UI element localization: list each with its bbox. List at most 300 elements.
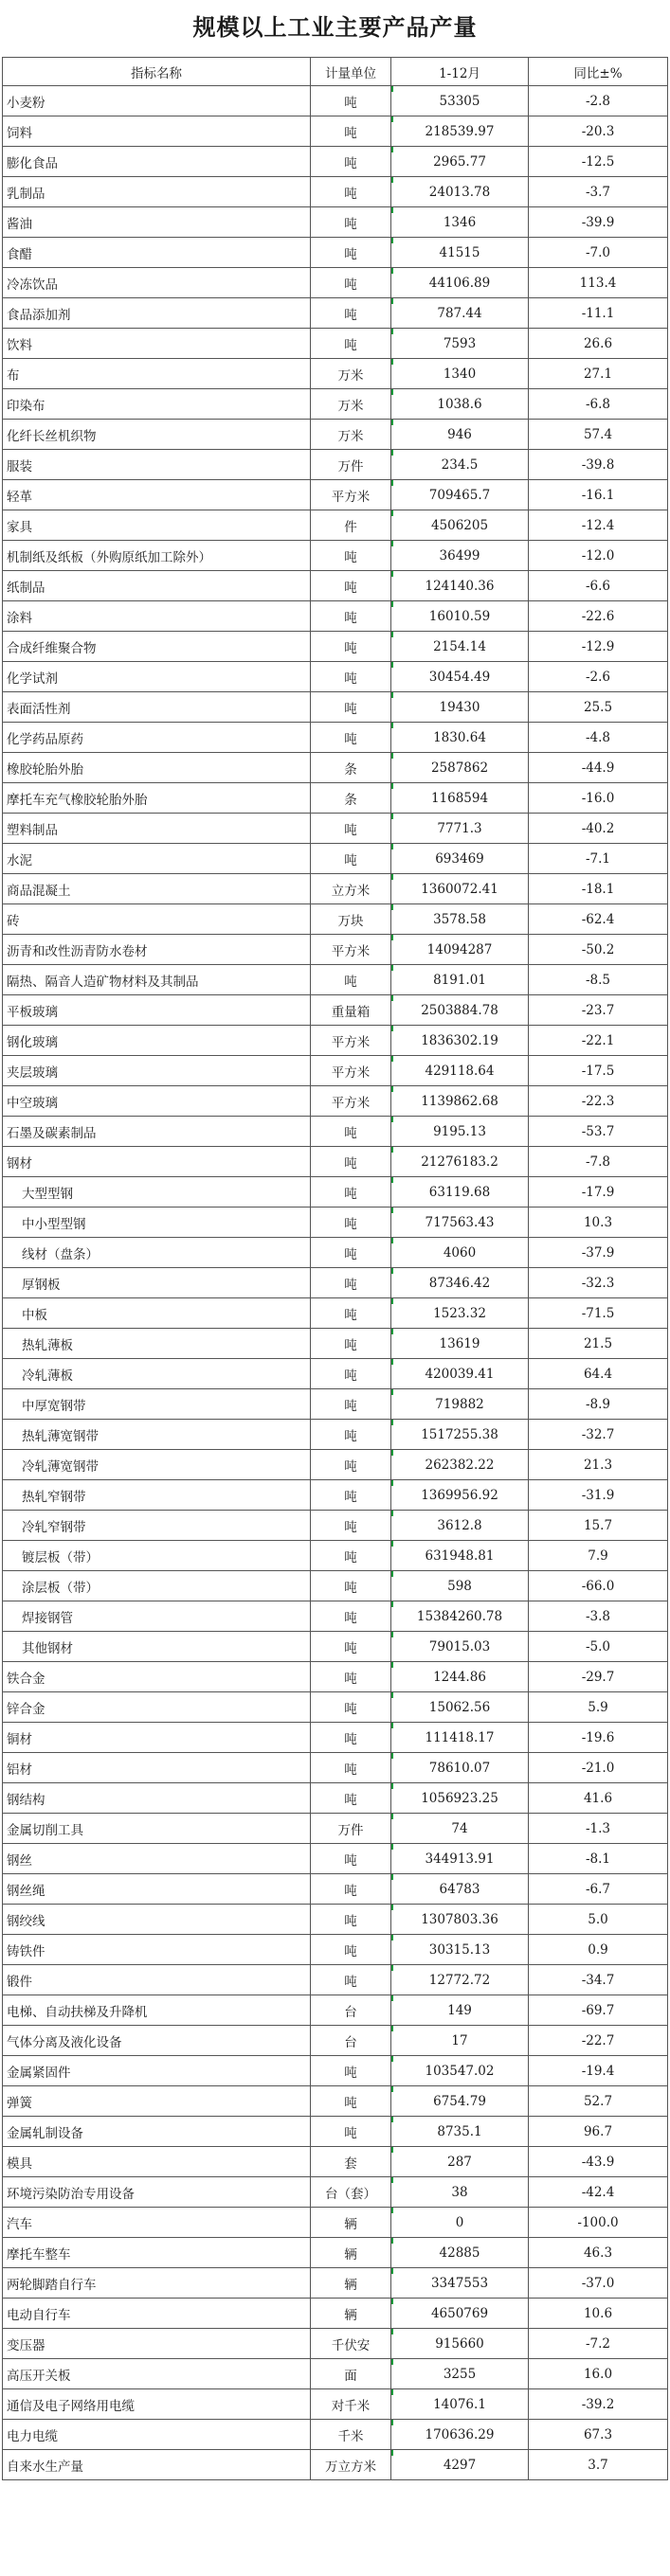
value-cell: 1369956.92 bbox=[391, 1480, 529, 1511]
value-cell: 74 bbox=[391, 1814, 529, 1844]
yoy-cell: -7.2 bbox=[529, 2329, 668, 2359]
yoy-cell: -43.9 bbox=[529, 2147, 668, 2177]
value-cell: 170636.29 bbox=[391, 2420, 529, 2450]
yoy-cell: -66.0 bbox=[529, 1571, 668, 1601]
value-cell: 3347553 bbox=[391, 2268, 529, 2299]
indicator-name-cell: 纸制品 bbox=[3, 571, 311, 601]
yoy-cell: -5.0 bbox=[529, 1632, 668, 1662]
yoy-cell: -42.4 bbox=[529, 2177, 668, 2208]
unit-cell: 吨 bbox=[311, 2117, 391, 2147]
value-cell: 15384260.78 bbox=[391, 1601, 529, 1632]
value-cell: 2965.77 bbox=[391, 147, 529, 177]
yoy-cell: 15.7 bbox=[529, 1511, 668, 1541]
value-cell: 420039.41 bbox=[391, 1359, 529, 1389]
unit-cell: 吨 bbox=[311, 1450, 391, 1480]
unit-cell: 吨 bbox=[311, 1147, 391, 1177]
unit-cell: 吨 bbox=[311, 1935, 391, 1965]
yoy-cell: 41.6 bbox=[529, 1783, 668, 1814]
indicator-name-cell: 金属切削工具 bbox=[3, 1814, 311, 1844]
unit-cell: 吨 bbox=[311, 207, 391, 238]
table-row bbox=[3, 904, 668, 935]
unit-cell: 平方米 bbox=[311, 1056, 391, 1086]
table-row bbox=[3, 2208, 668, 2238]
value-cell: 1346 bbox=[391, 207, 529, 238]
table-row bbox=[3, 2177, 668, 2208]
indicator-name-cell: 夹层玻璃 bbox=[3, 1056, 311, 1086]
indicator-name-cell: 钢绞线 bbox=[3, 1905, 311, 1935]
value-cell: 4650769 bbox=[391, 2299, 529, 2329]
table-row bbox=[3, 692, 668, 723]
value-cell: 287 bbox=[391, 2147, 529, 2177]
indicator-name-cell: 中厚宽钢带 bbox=[3, 1389, 311, 1420]
table-row bbox=[3, 601, 668, 632]
value-cell: 1523.32 bbox=[391, 1298, 529, 1329]
table-row bbox=[3, 2238, 668, 2268]
value-cell: 6754.79 bbox=[391, 2086, 529, 2117]
value-cell: 1307803.36 bbox=[391, 1905, 529, 1935]
indicator-name-cell: 摩托车充气橡胶轮胎外胎 bbox=[3, 783, 311, 814]
table-row bbox=[3, 1389, 668, 1420]
indicator-name-cell: 冷冻饮品 bbox=[3, 268, 311, 298]
indicator-name-cell: 高压开关板 bbox=[3, 2359, 311, 2389]
unit-cell: 平方米 bbox=[311, 1026, 391, 1056]
indicator-name-cell: 表面活性剂 bbox=[3, 692, 311, 723]
indicator-name-cell: 机制纸及纸板（外购原纸加工除外） bbox=[3, 541, 311, 571]
value-cell: 3578.58 bbox=[391, 904, 529, 935]
unit-cell: 吨 bbox=[311, 1753, 391, 1783]
unit-cell: 吨 bbox=[311, 1662, 391, 1692]
unit-cell: 吨 bbox=[311, 1601, 391, 1632]
unit-cell: 吨 bbox=[311, 1359, 391, 1389]
indicator-name-cell: 化学药品原药 bbox=[3, 723, 311, 753]
header-period: 1-12月 bbox=[391, 58, 529, 86]
unit-cell: 吨 bbox=[311, 177, 391, 207]
yoy-cell: 26.6 bbox=[529, 329, 668, 359]
yoy-cell: -29.7 bbox=[529, 1662, 668, 1692]
value-cell: 44106.89 bbox=[391, 268, 529, 298]
unit-cell: 吨 bbox=[311, 1723, 391, 1753]
table-row bbox=[3, 1026, 668, 1056]
unit-cell: 辆 bbox=[311, 2268, 391, 2299]
indicator-name-cell: 热轧窄钢带 bbox=[3, 1480, 311, 1511]
indicator-name-cell: 商品混凝土 bbox=[3, 874, 311, 904]
yoy-cell: 5.0 bbox=[529, 1905, 668, 1935]
indicator-name-cell: 铝材 bbox=[3, 1753, 311, 1783]
table-row bbox=[3, 814, 668, 844]
indicator-name-cell: 隔热、隔音人造矿物材料及其制品 bbox=[3, 965, 311, 995]
table-row bbox=[3, 1177, 668, 1208]
value-cell: 787.44 bbox=[391, 298, 529, 329]
unit-cell: 吨 bbox=[311, 1844, 391, 1874]
table-row bbox=[3, 147, 668, 177]
indicator-name-cell: 环境污染防治专用设备 bbox=[3, 2177, 311, 2208]
table-row bbox=[3, 844, 668, 874]
yoy-cell: -12.9 bbox=[529, 632, 668, 662]
value-cell: 2587862 bbox=[391, 753, 529, 783]
value-cell: 946 bbox=[391, 420, 529, 450]
value-cell: 30454.49 bbox=[391, 662, 529, 692]
table-row bbox=[3, 480, 668, 510]
table-row bbox=[3, 177, 668, 207]
unit-cell: 万米 bbox=[311, 420, 391, 450]
yoy-cell: -3.7 bbox=[529, 177, 668, 207]
indicator-name-cell: 涂层板（带） bbox=[3, 1571, 311, 1601]
unit-cell: 套 bbox=[311, 2147, 391, 2177]
indicator-name-cell: 小麦粉 bbox=[3, 86, 311, 116]
unit-cell: 吨 bbox=[311, 1298, 391, 1329]
unit-cell: 吨 bbox=[311, 723, 391, 753]
table-row bbox=[3, 86, 668, 116]
value-cell: 719882 bbox=[391, 1389, 529, 1420]
indicator-name-cell: 塑料制品 bbox=[3, 814, 311, 844]
table-row bbox=[3, 1238, 668, 1268]
indicator-name-cell: 膨化食品 bbox=[3, 147, 311, 177]
yoy-cell: -8.5 bbox=[529, 965, 668, 995]
table-row bbox=[3, 1601, 668, 1632]
indicator-name-cell: 冷轧薄板 bbox=[3, 1359, 311, 1389]
yoy-cell: -62.4 bbox=[529, 904, 668, 935]
value-cell: 42885 bbox=[391, 2238, 529, 2268]
value-cell: 78610.07 bbox=[391, 1753, 529, 1783]
yoy-cell: -2.8 bbox=[529, 86, 668, 116]
unit-cell: 吨 bbox=[311, 2056, 391, 2086]
value-cell: 111418.17 bbox=[391, 1723, 529, 1753]
unit-cell: 吨 bbox=[311, 965, 391, 995]
table-row bbox=[3, 2359, 668, 2389]
value-cell: 14076.1 bbox=[391, 2389, 529, 2420]
value-cell: 2503884.78 bbox=[391, 995, 529, 1026]
unit-cell: 吨 bbox=[311, 1420, 391, 1450]
page-title: 规模以上工业主要产品产量 bbox=[192, 13, 478, 41]
indicator-name-cell: 合成纤维聚合物 bbox=[3, 632, 311, 662]
yoy-cell: -32.7 bbox=[529, 1420, 668, 1450]
unit-cell: 吨 bbox=[311, 329, 391, 359]
indicator-name-cell: 饲料 bbox=[3, 116, 311, 147]
yoy-cell: 7.9 bbox=[529, 1541, 668, 1571]
unit-cell: 平方米 bbox=[311, 1086, 391, 1117]
unit-cell: 台 bbox=[311, 2026, 391, 2056]
unit-cell: 吨 bbox=[311, 238, 391, 268]
value-cell: 1830.64 bbox=[391, 723, 529, 753]
yoy-cell: -34.7 bbox=[529, 1965, 668, 1995]
value-cell: 0 bbox=[391, 2208, 529, 2238]
table-row bbox=[3, 1571, 668, 1601]
table-row bbox=[3, 1783, 668, 1814]
unit-cell: 万米 bbox=[311, 359, 391, 389]
table-row bbox=[3, 1420, 668, 1450]
unit-cell: 万米 bbox=[311, 389, 391, 420]
yoy-cell: -50.2 bbox=[529, 935, 668, 965]
table-row bbox=[3, 753, 668, 783]
unit-cell: 吨 bbox=[311, 1117, 391, 1147]
table-row bbox=[3, 359, 668, 389]
value-cell: 9195.13 bbox=[391, 1117, 529, 1147]
yoy-cell: -44.9 bbox=[529, 753, 668, 783]
yoy-cell: 52.7 bbox=[529, 2086, 668, 2117]
yoy-cell: 10.6 bbox=[529, 2299, 668, 2329]
value-cell: 1139862.68 bbox=[391, 1086, 529, 1117]
yoy-cell: -3.8 bbox=[529, 1601, 668, 1632]
unit-cell: 万件 bbox=[311, 450, 391, 480]
value-cell: 717563.43 bbox=[391, 1208, 529, 1238]
yoy-cell: -2.6 bbox=[529, 662, 668, 692]
yoy-cell: 64.4 bbox=[529, 1359, 668, 1389]
value-cell: 1360072.41 bbox=[391, 874, 529, 904]
yoy-cell: 67.3 bbox=[529, 2420, 668, 2450]
indicator-name-cell: 钢结构 bbox=[3, 1783, 311, 1814]
unit-cell: 吨 bbox=[311, 1208, 391, 1238]
yoy-cell: -7.1 bbox=[529, 844, 668, 874]
value-cell: 693469 bbox=[391, 844, 529, 874]
yoy-cell: -17.5 bbox=[529, 1056, 668, 1086]
yoy-cell: -23.7 bbox=[529, 995, 668, 1026]
table-row bbox=[3, 2420, 668, 2450]
yoy-cell: -6.8 bbox=[529, 389, 668, 420]
table-row bbox=[3, 1753, 668, 1783]
value-cell: 3255 bbox=[391, 2359, 529, 2389]
indicator-name-cell: 钢化玻璃 bbox=[3, 1026, 311, 1056]
indicator-name-cell: 汽车 bbox=[3, 2208, 311, 2238]
unit-cell: 吨 bbox=[311, 1571, 391, 1601]
yoy-cell: -22.7 bbox=[529, 2026, 668, 2056]
unit-cell: 件 bbox=[311, 510, 391, 541]
table-row bbox=[3, 783, 668, 814]
indicator-name-cell: 沥青和改性沥青防水卷材 bbox=[3, 935, 311, 965]
table-row bbox=[3, 1298, 668, 1329]
table-row bbox=[3, 1480, 668, 1511]
yoy-cell: -40.2 bbox=[529, 814, 668, 844]
indicator-name-cell: 金属轧制设备 bbox=[3, 2117, 311, 2147]
yoy-cell: -37.0 bbox=[529, 2268, 668, 2299]
yoy-cell: -7.8 bbox=[529, 1147, 668, 1177]
table-row bbox=[3, 2117, 668, 2147]
indicator-name-cell: 冷轧窄钢带 bbox=[3, 1511, 311, 1541]
value-cell: 1340 bbox=[391, 359, 529, 389]
table-row bbox=[3, 2389, 668, 2420]
indicator-name-cell: 锻件 bbox=[3, 1965, 311, 1995]
value-cell: 38 bbox=[391, 2177, 529, 2208]
unit-cell: 吨 bbox=[311, 2086, 391, 2117]
table-row bbox=[3, 2268, 668, 2299]
table-row bbox=[3, 1541, 668, 1571]
table-row bbox=[3, 1874, 668, 1905]
unit-cell: 对千米 bbox=[311, 2389, 391, 2420]
yoy-cell: -22.6 bbox=[529, 601, 668, 632]
yoy-cell: -32.3 bbox=[529, 1268, 668, 1298]
yoy-cell: -19.6 bbox=[529, 1723, 668, 1753]
unit-cell: 平方米 bbox=[311, 935, 391, 965]
indicator-name-cell: 焊接钢管 bbox=[3, 1601, 311, 1632]
table-row bbox=[3, 1844, 668, 1874]
value-cell: 103547.02 bbox=[391, 2056, 529, 2086]
unit-cell: 吨 bbox=[311, 601, 391, 632]
value-cell: 262382.22 bbox=[391, 1450, 529, 1480]
yoy-cell: -53.7 bbox=[529, 1117, 668, 1147]
yoy-cell: 16.0 bbox=[529, 2359, 668, 2389]
table-row bbox=[3, 571, 668, 601]
value-cell: 13619 bbox=[391, 1329, 529, 1359]
header-yoy: 同比±% bbox=[529, 58, 668, 86]
yoy-cell: -6.7 bbox=[529, 1874, 668, 1905]
yoy-cell: -31.9 bbox=[529, 1480, 668, 1511]
value-cell: 631948.81 bbox=[391, 1541, 529, 1571]
indicator-name-cell: 中小型型钢 bbox=[3, 1208, 311, 1238]
indicator-name-cell: 变压器 bbox=[3, 2329, 311, 2359]
table-row bbox=[3, 1692, 668, 1723]
table-row bbox=[3, 995, 668, 1026]
indicator-name-cell: 水泥 bbox=[3, 844, 311, 874]
value-cell: 709465.7 bbox=[391, 480, 529, 510]
indicator-name-cell: 酱油 bbox=[3, 207, 311, 238]
table-row bbox=[3, 1086, 668, 1117]
unit-cell: 吨 bbox=[311, 1965, 391, 1995]
yoy-cell: 5.9 bbox=[529, 1692, 668, 1723]
yoy-cell: -7.0 bbox=[529, 238, 668, 268]
unit-cell: 吨 bbox=[311, 1389, 391, 1420]
value-cell: 429118.64 bbox=[391, 1056, 529, 1086]
table-row bbox=[3, 1147, 668, 1177]
value-cell: 1244.86 bbox=[391, 1662, 529, 1692]
indicator-name-cell: 弹簧 bbox=[3, 2086, 311, 2117]
yoy-cell: -69.7 bbox=[529, 1995, 668, 2026]
table-row bbox=[3, 2086, 668, 2117]
unit-cell: 吨 bbox=[311, 1632, 391, 1662]
indicator-name-cell: 家具 bbox=[3, 510, 311, 541]
unit-cell: 平方米 bbox=[311, 480, 391, 510]
value-cell: 16010.59 bbox=[391, 601, 529, 632]
unit-cell: 吨 bbox=[311, 632, 391, 662]
value-cell: 598 bbox=[391, 1571, 529, 1601]
table-row bbox=[3, 662, 668, 692]
table-row bbox=[3, 298, 668, 329]
yoy-cell: 21.3 bbox=[529, 1450, 668, 1480]
table-row bbox=[3, 450, 668, 480]
value-cell: 30315.13 bbox=[391, 1935, 529, 1965]
unit-cell: 吨 bbox=[311, 1541, 391, 1571]
unit-cell: 辆 bbox=[311, 2238, 391, 2268]
indicator-name-cell: 中板 bbox=[3, 1298, 311, 1329]
indicator-name-cell: 大型型钢 bbox=[3, 1177, 311, 1208]
value-cell: 4060 bbox=[391, 1238, 529, 1268]
table-row bbox=[3, 2299, 668, 2329]
value-cell: 1168594 bbox=[391, 783, 529, 814]
table-row bbox=[3, 329, 668, 359]
header-indicator: 指标名称 bbox=[3, 58, 311, 86]
table-row bbox=[3, 874, 668, 904]
yoy-cell: -39.9 bbox=[529, 207, 668, 238]
indicator-name-cell: 钢丝 bbox=[3, 1844, 311, 1874]
unit-cell: 面 bbox=[311, 2359, 391, 2389]
unit-cell: 吨 bbox=[311, 1511, 391, 1541]
indicator-name-cell: 石墨及碳素制品 bbox=[3, 1117, 311, 1147]
table-row bbox=[3, 1511, 668, 1541]
indicator-name-cell: 冷轧薄宽钢带 bbox=[3, 1450, 311, 1480]
value-cell: 1836302.19 bbox=[391, 1026, 529, 1056]
yoy-cell: -22.1 bbox=[529, 1026, 668, 1056]
value-cell: 149 bbox=[391, 1995, 529, 2026]
unit-cell: 千米 bbox=[311, 2420, 391, 2450]
value-cell: 15062.56 bbox=[391, 1692, 529, 1723]
indicator-name-cell: 热轧薄宽钢带 bbox=[3, 1420, 311, 1450]
value-cell: 124140.36 bbox=[391, 571, 529, 601]
unit-cell: 吨 bbox=[311, 1480, 391, 1511]
value-cell: 64783 bbox=[391, 1874, 529, 1905]
yoy-cell: 57.4 bbox=[529, 420, 668, 450]
yoy-cell: -12.0 bbox=[529, 541, 668, 571]
indicator-name-cell: 食醋 bbox=[3, 238, 311, 268]
table-row bbox=[3, 2056, 668, 2086]
indicator-name-cell: 饮料 bbox=[3, 329, 311, 359]
value-cell: 87346.42 bbox=[391, 1268, 529, 1298]
yoy-cell: -100.0 bbox=[529, 2208, 668, 2238]
value-cell: 1517255.38 bbox=[391, 1420, 529, 1450]
yoy-cell: -8.9 bbox=[529, 1389, 668, 1420]
yoy-cell: 113.4 bbox=[529, 268, 668, 298]
value-cell: 8735.1 bbox=[391, 2117, 529, 2147]
unit-cell: 吨 bbox=[311, 814, 391, 844]
table-row bbox=[3, 1450, 668, 1480]
yoy-cell: -19.4 bbox=[529, 2056, 668, 2086]
indicator-name-cell: 橡胶轮胎外胎 bbox=[3, 753, 311, 783]
value-cell: 344913.91 bbox=[391, 1844, 529, 1874]
unit-cell: 吨 bbox=[311, 298, 391, 329]
table-row bbox=[3, 1329, 668, 1359]
unit-cell: 吨 bbox=[311, 1329, 391, 1359]
unit-cell: 吨 bbox=[311, 571, 391, 601]
yoy-cell: 46.3 bbox=[529, 2238, 668, 2268]
indicator-name-cell: 化纤长丝机织物 bbox=[3, 420, 311, 450]
unit-cell: 吨 bbox=[311, 1268, 391, 1298]
unit-cell: 万件 bbox=[311, 1814, 391, 1844]
unit-cell: 辆 bbox=[311, 2299, 391, 2329]
indicator-name-cell: 涂料 bbox=[3, 601, 311, 632]
value-cell: 12772.72 bbox=[391, 1965, 529, 1995]
unit-cell: 重量箱 bbox=[311, 995, 391, 1026]
header-row bbox=[3, 58, 668, 86]
indicator-name-cell: 通信及电子网络用电缆 bbox=[3, 2389, 311, 2420]
value-cell: 4506205 bbox=[391, 510, 529, 541]
yoy-cell: -21.0 bbox=[529, 1753, 668, 1783]
yoy-cell: -6.6 bbox=[529, 571, 668, 601]
yoy-cell: -8.1 bbox=[529, 1844, 668, 1874]
unit-cell: 万块 bbox=[311, 904, 391, 935]
value-cell: 79015.03 bbox=[391, 1632, 529, 1662]
table-row bbox=[3, 965, 668, 995]
value-cell: 2154.14 bbox=[391, 632, 529, 662]
table-row bbox=[3, 1905, 668, 1935]
value-cell: 8191.01 bbox=[391, 965, 529, 995]
indicator-name-cell: 其他钢材 bbox=[3, 1632, 311, 1662]
table-row bbox=[3, 1723, 668, 1753]
table-row bbox=[3, 2450, 668, 2480]
yoy-cell: -1.3 bbox=[529, 1814, 668, 1844]
indicator-name-cell: 钢丝绳 bbox=[3, 1874, 311, 1905]
table-row bbox=[3, 541, 668, 571]
table-row bbox=[3, 1117, 668, 1147]
table-row bbox=[3, 1965, 668, 1995]
indicator-name-cell: 布 bbox=[3, 359, 311, 389]
indicator-name-cell: 平板玻璃 bbox=[3, 995, 311, 1026]
unit-cell: 吨 bbox=[311, 1238, 391, 1268]
yoy-cell: 3.7 bbox=[529, 2450, 668, 2480]
unit-cell: 吨 bbox=[311, 1177, 391, 1208]
value-cell: 17 bbox=[391, 2026, 529, 2056]
indicator-name-cell: 热轧薄板 bbox=[3, 1329, 311, 1359]
table-row bbox=[3, 1268, 668, 1298]
indicator-name-cell: 化学试剂 bbox=[3, 662, 311, 692]
unit-cell: 吨 bbox=[311, 1905, 391, 1935]
unit-cell: 吨 bbox=[311, 844, 391, 874]
